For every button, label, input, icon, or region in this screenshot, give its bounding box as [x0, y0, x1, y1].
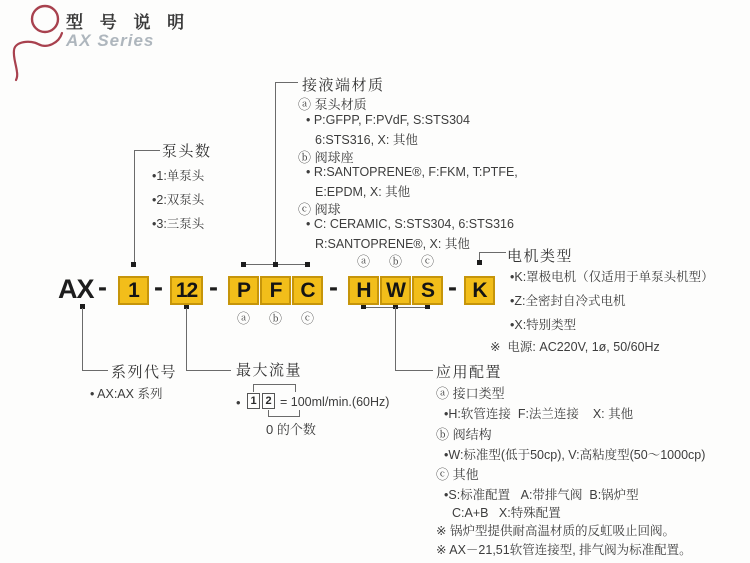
- connector-app-h: [395, 370, 433, 371]
- marker-b-icon: ⓑ: [269, 311, 283, 326]
- app-item: •W:标准型(低于50cp), V:高粘度型(50～1000cp): [444, 448, 706, 462]
- flow-digit1-box: 1: [247, 393, 260, 409]
- connector-dot-f: [273, 262, 278, 267]
- code-box-ball-material: C: [292, 276, 323, 305]
- code-box-valve-structure: W: [380, 276, 411, 305]
- code-separator: -: [329, 272, 338, 302]
- connector-flow-h: [186, 370, 231, 371]
- connector-dot-p: [241, 262, 246, 267]
- app-sub-a: ⓐ 接口类型: [436, 386, 505, 401]
- brand-logo-icon: [8, 2, 68, 82]
- app-title: 应用配置: [436, 364, 503, 381]
- wetted-sub-a: ⓐ 泵头材质: [298, 97, 367, 112]
- connector-wetted-v: [275, 82, 276, 265]
- wetted-item: • C: CERAMIC, S:STS304, 6:STS316: [306, 217, 514, 231]
- pump-heads-item: •2:双泵头: [152, 193, 205, 207]
- app-item: C:A+B X:特殊配置: [452, 506, 561, 520]
- code-box-motor: K: [464, 276, 495, 305]
- flow-digit2-box: 2: [262, 393, 275, 409]
- motor-item: •K:罩极电机（仅适用于单泵头机型）: [510, 270, 714, 284]
- connector-pump-heads-v: [134, 150, 135, 264]
- marker-b-icon: ⓑ: [389, 254, 403, 269]
- code-box-seat-material: F: [260, 276, 291, 305]
- motor-power-note: ※ 电源: AC220V, 1ø, 50/60Hz: [490, 340, 660, 354]
- marker-a-icon: ⓐ: [357, 254, 371, 269]
- connector-pump-heads-h: [134, 150, 160, 151]
- motor-item: •X:特别类型: [510, 318, 577, 332]
- series-title: 系列代号: [111, 364, 178, 381]
- connector-series-h: [82, 370, 108, 371]
- flow-title: 最大流量: [236, 362, 303, 379]
- connector-wetted-tick: [275, 82, 298, 83]
- wetted-sub-c: ⓒ 阀球: [298, 202, 341, 217]
- app-note: ※ AX－21,51软管连接型, 排气阀为标准配置。: [436, 543, 692, 557]
- connector-app-v: [395, 307, 396, 370]
- marker-a-icon: ⓐ: [237, 311, 251, 326]
- pump-heads-item: •3:三泵头: [152, 217, 205, 231]
- code-prefix: AX: [58, 274, 94, 304]
- wetted-item: • P:GFPP, F:PVdF, S:STS304: [306, 113, 470, 127]
- motor-title: 电机类型: [507, 248, 574, 265]
- wetted-item: 6:STS316, X: 其他: [315, 133, 418, 147]
- wetted-title: 接液端材质: [302, 77, 385, 94]
- flow-zeros-note: 0 的个数: [266, 422, 316, 437]
- app-note: ※ 锅炉型提供耐高温材质的反虹吸止回阀。: [436, 524, 675, 538]
- code-box-connection: H: [348, 276, 379, 305]
- flow-bracket-top: [253, 384, 296, 392]
- flow-bracket-bottom: [268, 410, 300, 417]
- connector-motor-h: [479, 252, 506, 253]
- connector-dot-c: [305, 262, 310, 267]
- app-sub-c: ⓒ 其他: [436, 467, 479, 482]
- series-item: • AX:AX 系列: [90, 387, 163, 401]
- code-box-pump-heads: 1: [118, 276, 149, 305]
- flow-bullet: •: [236, 395, 241, 410]
- flow-formula: = 100ml/min.(60Hz): [280, 395, 390, 409]
- marker-c-icon: ⓒ: [301, 311, 315, 326]
- wetted-item: R:SANTOPRENE®, X: 其他: [315, 237, 470, 251]
- connector-series-v: [82, 308, 83, 370]
- connector-dot-k: [477, 260, 482, 265]
- code-box-head-material: P: [228, 276, 259, 305]
- app-sub-b: ⓑ 阀结构: [436, 427, 492, 442]
- pump-heads-item: •1:单泵头: [152, 169, 205, 183]
- code-separator: -: [448, 272, 457, 302]
- code-separator: -: [209, 272, 218, 302]
- wetted-item: • R:SANTOPRENE®, F:FKM, T:PTFE,: [306, 165, 518, 179]
- code-box-flow: 12: [170, 276, 203, 305]
- motor-item: •Z:全密封自冷式电机: [510, 294, 626, 308]
- code-box-other-config: S: [412, 276, 443, 305]
- code-separator: -: [154, 272, 163, 302]
- page-subtitle: AX Series: [66, 31, 155, 50]
- page-title: 型 号 说 明: [66, 13, 191, 32]
- code-separator: -: [98, 272, 107, 302]
- wetted-sub-b: ⓑ 阀球座: [298, 150, 354, 165]
- marker-c-icon: ⓒ: [421, 254, 435, 269]
- connector-flow-v: [186, 308, 187, 370]
- app-item: •S:标准配置 A:带排气阀 B:锅炉型: [444, 488, 639, 502]
- pump-heads-title: 泵头数: [162, 143, 212, 160]
- wetted-item: E:EPDM, X: 其他: [315, 185, 411, 199]
- connector-dot-box1: [131, 262, 136, 267]
- app-item: •H:软管连接 F:法兰连接 X: 其他: [444, 407, 634, 421]
